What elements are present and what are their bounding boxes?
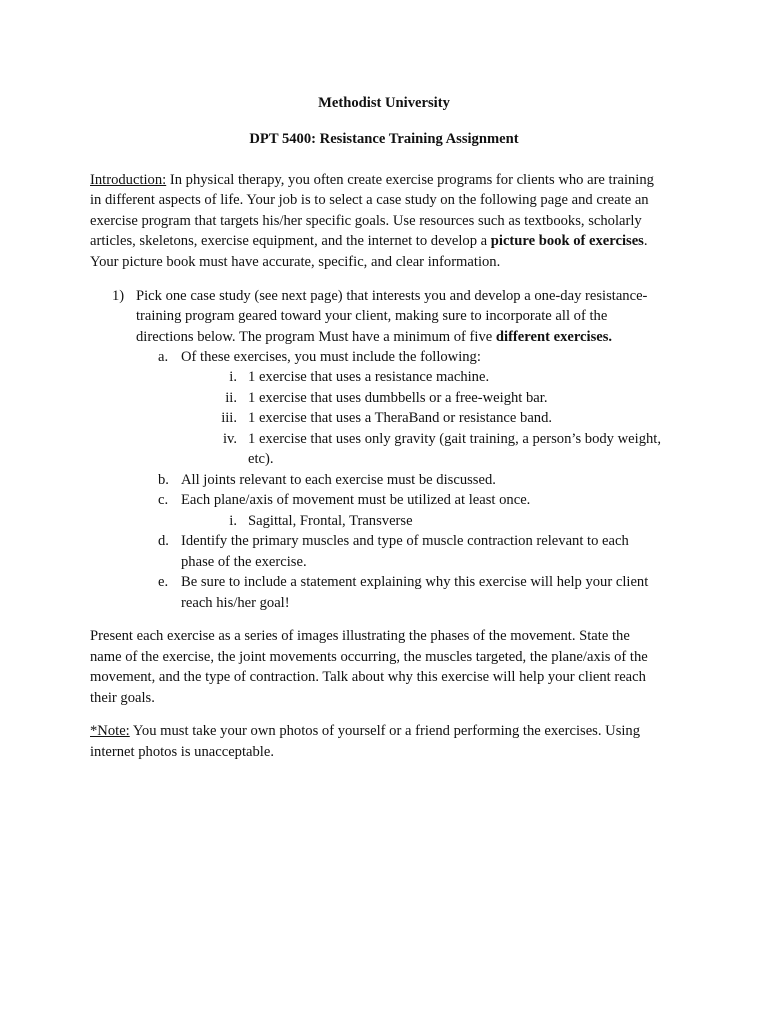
sub-item-e-line-1: Be sure to include a statement explaining why this exercise will help your client — [181, 574, 649, 590]
note-text-1: You must take your own photos of yourself or a friend performing the exercises. Using — [129, 723, 641, 739]
different-exercises-emphasis: different exercises. — [495, 329, 613, 345]
sub-item-d-line-1: Identify the primary muscles and type of muscle contraction relevant to each — [181, 533, 629, 549]
roman-marker-c-i: i. — [229, 513, 237, 529]
note-label: *Note: — [90, 723, 130, 739]
intro-line-2: in different aspects of life. Your job is to select a case study on the following page and create an — [90, 192, 649, 208]
list-marker-1: 1) — [112, 288, 125, 304]
intro-text-4-end: . — [643, 233, 648, 249]
intro-line-1 — [90, 170, 654, 191]
sub-marker-c: c. — [158, 492, 169, 508]
roman-item-iii: 1 exercise that uses a TheraBand or resistance band. — [248, 410, 553, 426]
roman-marker-iv: iv. — [222, 431, 237, 447]
sub-item-d-line-2: phase of the exercise. — [181, 554, 307, 570]
intro-line-5: Your picture book must have accurate, specific, and clear information. — [90, 254, 501, 270]
note-line-2: internet photos is unacceptable. — [90, 744, 274, 760]
roman-item-iv-cont: etc). — [248, 451, 274, 467]
item1-line-2: training program geared toward your client, making sure to incorporate all of the — [136, 308, 608, 324]
intro-line-3: exercise program that targets his/her specific goals. Use resources such as textbooks, scholarly — [90, 213, 642, 229]
roman-marker-ii: ii. — [225, 390, 237, 406]
sub-item-c: Each plane/axis of movement must be utilized at least once. — [181, 492, 531, 508]
sub-marker-e: e. — [158, 574, 169, 590]
university-title: Methodist University — [318, 95, 450, 111]
intro-text-4: articles, skeletons, exercise equipment, and the internet to develop a — [90, 233, 491, 249]
assignment-title: DPT 5400: Resistance Training Assignment — [249, 131, 519, 147]
intro-line-4 — [90, 231, 648, 252]
sub-marker-a: a. — [158, 349, 169, 365]
roman-marker-i: i. — [229, 369, 237, 385]
item1-line-1: Pick one case study (see next page) that interests you and develop a one-day resistance- — [136, 288, 648, 304]
intro-text-1: In physical therapy, you often create exercise programs for clients who are training — [166, 172, 654, 188]
sub-marker-d: d. — [158, 533, 169, 549]
sub-item-a: Of these exercises, you must include the following: — [181, 349, 481, 365]
note-line-1 — [90, 721, 640, 742]
roman-marker-iii: iii. — [221, 410, 237, 426]
present-line-2: name of the exercise, the joint movements occurring, the muscles targeted, the plane/axis of the — [90, 649, 648, 665]
sub-item-b: All joints relevant to each exercise must be discussed. — [181, 472, 496, 488]
roman-item-ii: 1 exercise that uses dumbbells or a free-weight bar. — [248, 390, 548, 406]
picture-book-emphasis: picture book of exercises — [490, 233, 644, 249]
roman-item-i: 1 exercise that uses a resistance machine. — [248, 369, 490, 385]
present-line-1: Present each exercise as a series of images illustrating the phases of the movement. State the — [90, 628, 630, 644]
intro-label: Introduction: — [90, 172, 167, 188]
present-line-3: movement, and the type of contraction. Talk about why this exercise will help your client reach — [90, 669, 646, 685]
item1-text-3: directions below. The program Must have a minimum of five — [136, 329, 496, 345]
roman-item-iv: 1 exercise that uses only gravity (gait training, a person’s body weight, — [248, 431, 661, 447]
sub-marker-b: b. — [158, 472, 169, 488]
item1-line-3 — [136, 327, 612, 348]
sub-item-e-line-2: reach his/her goal! — [181, 595, 290, 611]
roman-item-c-i: Sagittal, Frontal, Transverse — [248, 513, 413, 529]
present-line-4: their goals. — [90, 690, 155, 706]
